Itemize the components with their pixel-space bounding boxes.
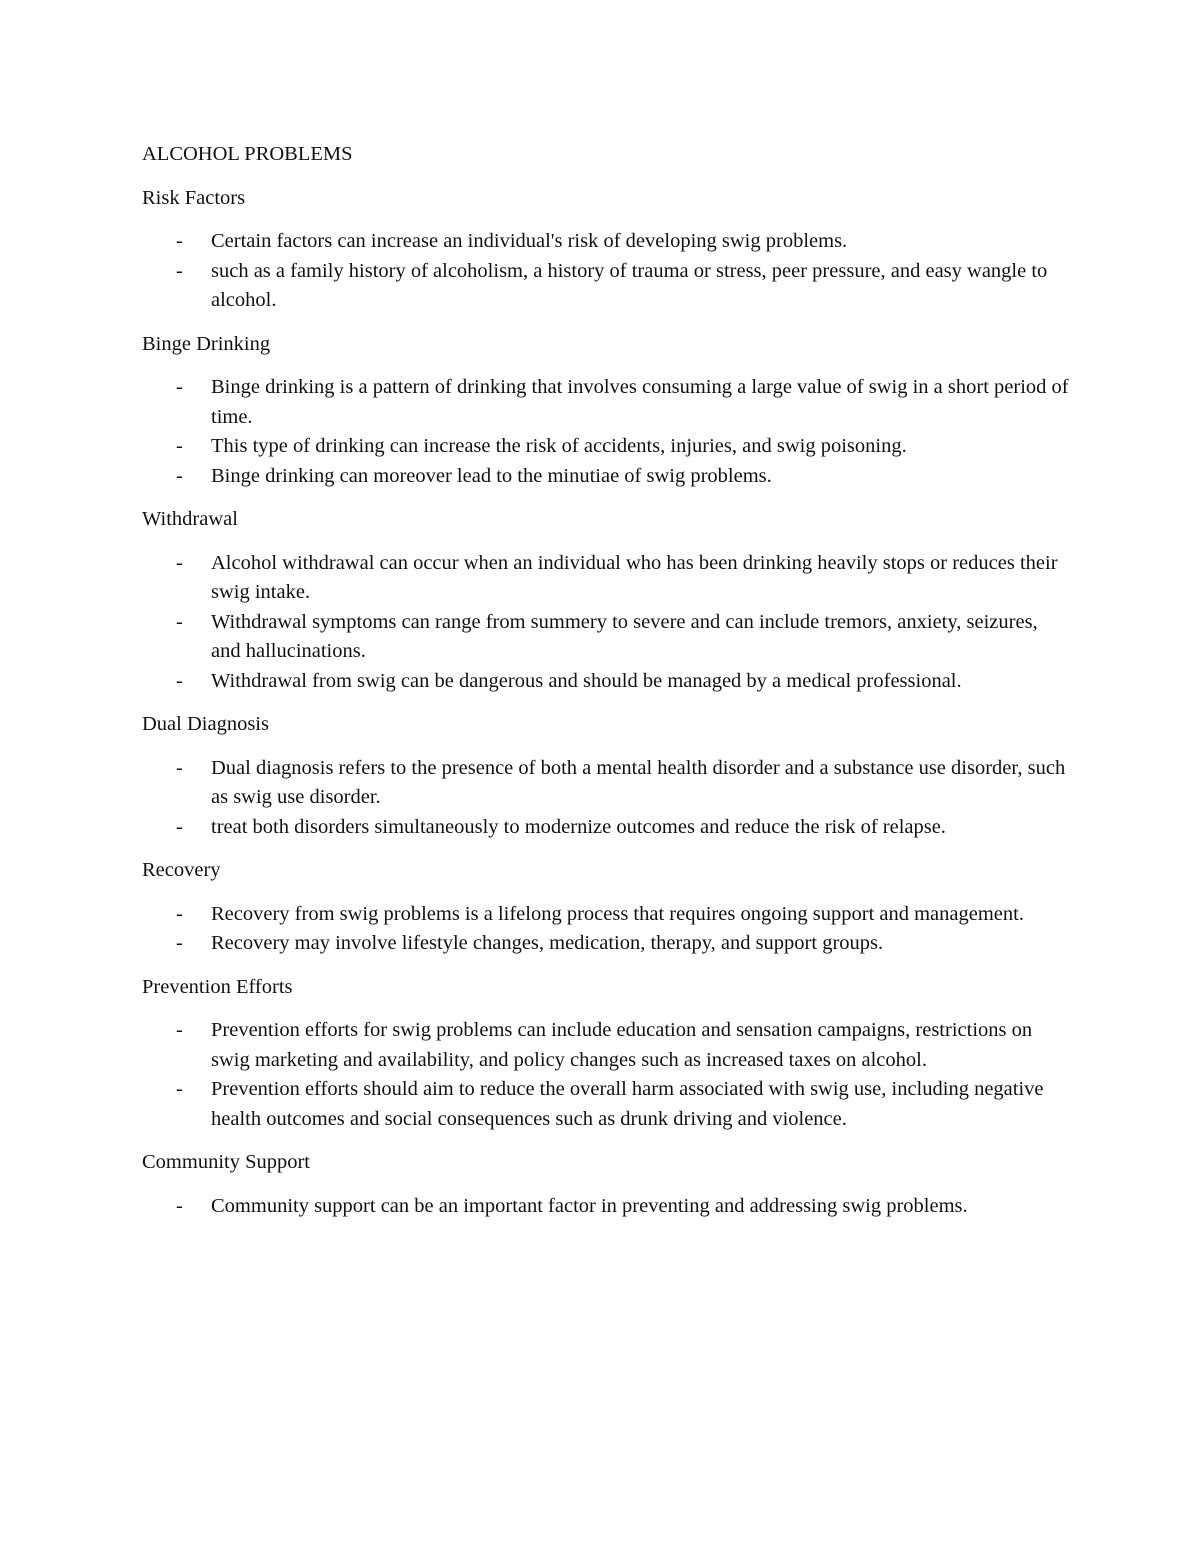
bullet-list xyxy=(142,1192,1072,1222)
bullet-text: Binge drinking is a pattern of drinking that involves consuming a large value of swig in a short period of time. xyxy=(211,376,1069,428)
bullet-dash: - xyxy=(176,551,183,574)
list-item xyxy=(142,1016,1072,1075)
section-heading: Dual Diagnosis xyxy=(142,713,269,735)
bullet-text: Binge drinking can moreover lead to the minutiae of swig problems. xyxy=(211,464,772,487)
bullet-list xyxy=(142,754,1072,843)
bullet-text: Recovery may involve lifestyle changes, medication, therapy, and support groups. xyxy=(211,932,884,954)
bullet-dash: - xyxy=(176,902,183,925)
bullet-dash: - xyxy=(176,1019,183,1041)
list-item xyxy=(142,608,1072,667)
bullet-text: such as a family history of alcoholism, a history of trauma or stress, peer pressure, and easy wangle to alcohol. xyxy=(211,259,1048,311)
list-item xyxy=(142,754,1072,813)
list-item xyxy=(142,667,1072,697)
list-item xyxy=(142,227,1072,257)
list-item xyxy=(142,373,1072,432)
list-item xyxy=(142,549,1072,608)
list-item xyxy=(142,929,1072,959)
bullet-list xyxy=(142,549,1072,697)
list-item xyxy=(142,257,1072,316)
list-item xyxy=(142,462,1072,492)
bullet-text: treat both disorders simultaneously to modernize outcomes and reduce the risk of relapse. xyxy=(211,815,946,838)
bullet-dash: - xyxy=(176,815,183,838)
bullet-text: Dual diagnosis refers to the presence of both a mental health disorder and a substance use disorder, such as swig use disorder. xyxy=(211,756,1066,808)
list-item xyxy=(142,432,1072,462)
bullet-list xyxy=(142,227,1072,316)
bullet-dash: - xyxy=(176,1078,183,1100)
section-heading: Withdrawal xyxy=(142,508,238,530)
bullet-text: Certain factors can increase an individual's risk of developing swig problems. xyxy=(211,230,848,252)
bullet-text: This type of drinking can increase the risk of accidents, injuries, and swig poisoning. xyxy=(211,435,907,457)
bullet-dash: - xyxy=(176,259,183,282)
bullet-text: Alcohol withdrawal can occur when an individual who has been drinking heavily stops or reduces their swig intake. xyxy=(211,551,1058,603)
bullet-dash: - xyxy=(176,669,183,692)
bullet-dash: - xyxy=(176,464,183,487)
bullet-text: Prevention efforts for swig problems can include education and sensation campaigns, restrictions on swig marketing and availability, and policy changes such as increased taxes on alcohol. xyxy=(211,1019,1033,1071)
bullet-dash: - xyxy=(176,230,183,252)
list-item xyxy=(142,1192,1072,1222)
document-title: ALCOHOL PROBLEMS xyxy=(142,143,353,165)
section-heading: Community Support xyxy=(142,1151,311,1173)
section-heading: Binge Drinking xyxy=(142,332,271,355)
bullet-dash: - xyxy=(176,435,183,457)
bullet-list xyxy=(142,1016,1072,1134)
section-heading: Risk Factors xyxy=(142,186,246,209)
bullet-list xyxy=(142,373,1072,491)
bullet-list xyxy=(142,900,1072,959)
bullet-text: Withdrawal from swig can be dangerous and should be managed by a medical professional. xyxy=(211,669,962,692)
list-item xyxy=(142,1075,1072,1134)
list-item xyxy=(142,900,1072,930)
bullet-text: Community support can be an important factor in preventing and addressing swig problems. xyxy=(211,1194,968,1217)
bullet-text: Withdrawal symptoms can range from summery to severe and can include tremors, anxiety, seizures, and hallucinations. xyxy=(211,610,1038,662)
bullet-dash: - xyxy=(176,376,183,398)
bullet-text: Recovery from swig problems is a lifelong process that requires ongoing support and management. xyxy=(211,902,1024,925)
bullet-text: Prevention efforts should aim to reduce the overall harm associated with swig use, including negative health outcomes and social consequences such as drunk driving and violence. xyxy=(211,1078,1044,1130)
bullet-dash: - xyxy=(176,610,183,633)
section-heading: Prevention Efforts xyxy=(142,975,293,998)
bullet-dash: - xyxy=(176,932,183,954)
document-page xyxy=(142,140,1072,1235)
document-sections xyxy=(142,184,1072,1222)
bullet-dash: - xyxy=(176,756,183,779)
section-heading: Recovery xyxy=(142,859,221,881)
list-item xyxy=(142,813,1072,843)
bullet-dash: - xyxy=(176,1194,183,1217)
